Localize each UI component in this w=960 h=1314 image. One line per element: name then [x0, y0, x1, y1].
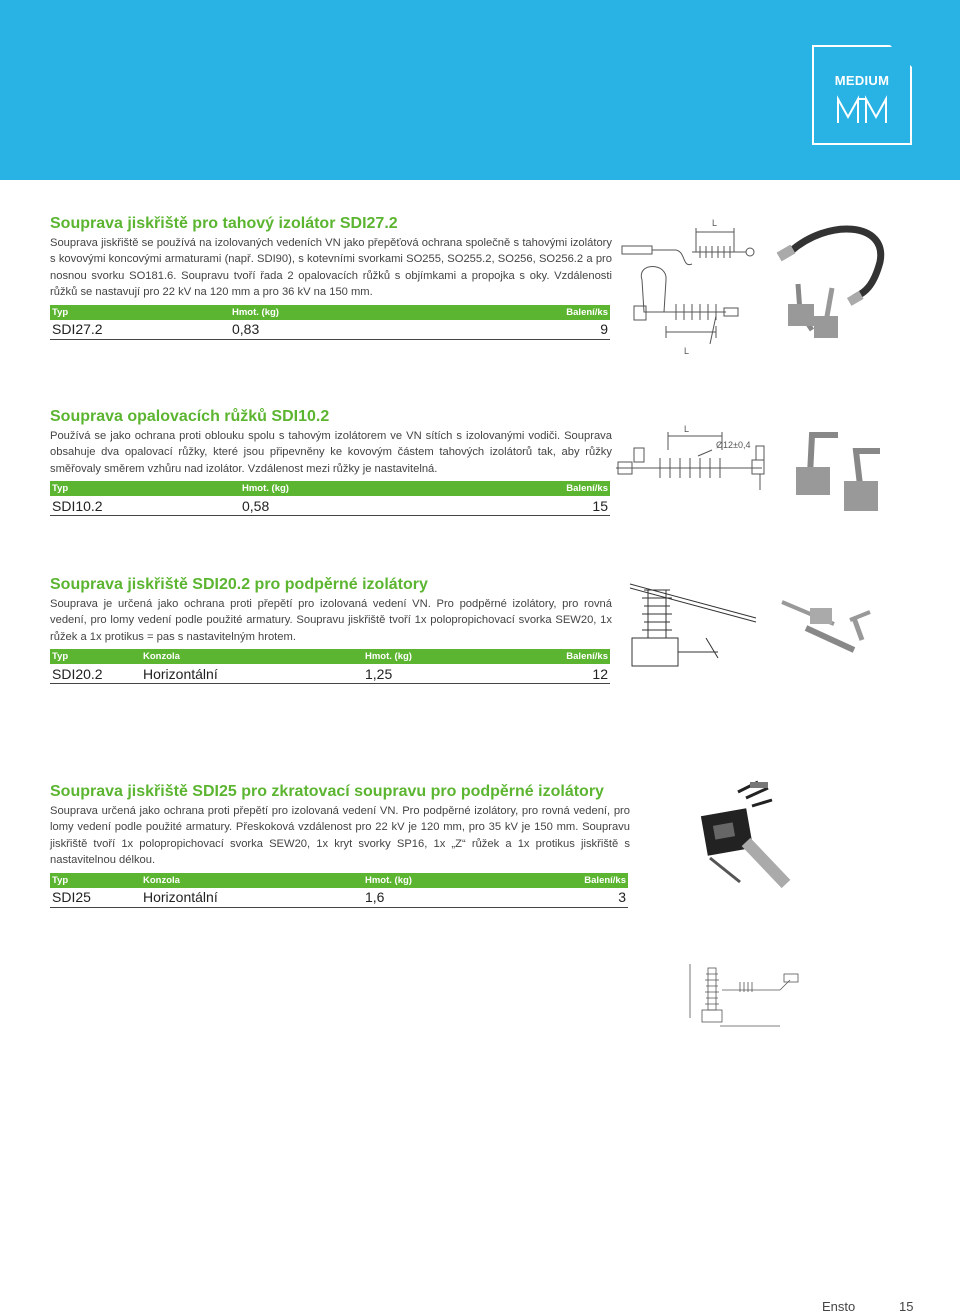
- col-header-pack: Balení/ks: [430, 305, 610, 320]
- table-header-row: [50, 481, 610, 496]
- section-description: Souprava určená jako ochrana proti přepětí pro izolovaná vedení VN. Pro podpěrné izolátory, pro rovná vedení, pro lomy vedení podle použité armatury. Přeskoková vzdálenost pro 22 kV je 120 mm, pro 35 kV je 150 mm. Soupravu jiskřiště tvoří 1x polopropichovací svorka SEW20, 1x kryt svorky SP16, 1x „Z“ růžek a 1x protikus jiskřiště s nastavitelnou délkou.: [50, 805, 630, 867]
- spec-table: [50, 649, 610, 684]
- table-row: [50, 496, 610, 516]
- col-header-type: Typ: [50, 481, 240, 496]
- dim-label-length: L: [684, 424, 690, 434]
- col-header-bracket: Konzola: [141, 873, 363, 888]
- product-photo-sdi10-2: [790, 415, 910, 530]
- spec-table: [50, 481, 610, 516]
- table-row: [50, 888, 628, 908]
- cell-weight: 0,83: [230, 320, 430, 340]
- col-header-pack: Balení/ks: [430, 481, 610, 496]
- col-header-type: Typ: [50, 873, 141, 888]
- dim-label-diameter: Ø12±0,4: [716, 440, 751, 450]
- section-sdi20-2: [50, 575, 612, 684]
- section-title: Souprava jiskřiště SDI20.2 pro podpěrné izolátory: [50, 576, 428, 593]
- dim-label-bottom: L: [684, 346, 690, 356]
- footer-brand: Ensto: [822, 1299, 856, 1314]
- technical-drawing-sdi20-2: [626, 576, 760, 672]
- col-header-type: Typ: [50, 649, 141, 664]
- cell-type: SDI20.2: [50, 664, 141, 684]
- cell-weight: 1,6: [363, 888, 513, 908]
- cell-pack: 12: [513, 664, 610, 684]
- cell-bracket: Horizontální: [141, 888, 363, 908]
- col-header-pack: Balení/ks: [513, 873, 628, 888]
- col-header-pack: Balení/ks: [513, 649, 610, 664]
- section-description: Souprava je určená jako ochrana proti přepětí pro izolovaná vedení VN. Pro podpěrné izolátory, pro rovná vedení, pro lomy vedení podle použité armatury. Soupravu jiskřiště tvoří 1x polopropichovací svorka SEW20, 1x růžek a 1x protikus = pas s nastavitelným hrotem.: [50, 598, 612, 643]
- product-photo-sdi25: [690, 772, 810, 922]
- section-sdi25: [50, 782, 630, 908]
- medium-voltage-icon: [836, 95, 892, 125]
- col-header-weight: Hmot. (kg): [230, 305, 430, 320]
- spec-table: [50, 873, 628, 908]
- cell-weight: 1,25: [363, 664, 513, 684]
- cell-type: SDI25: [50, 888, 141, 908]
- technical-drawing-sdi10-2: [612, 420, 780, 500]
- section-title: Souprava jiskřiště pro tahový izolátor SDI27.2: [50, 215, 398, 232]
- section-description: Používá se jako ochrana proti oblouku spolu s tahovým izolátorem ve VN sítích s izolovanými vodiči. Souprava obsahuje dva opalovací růžky, které jsou připevněny ke kovovým částem tahových izolátorů tak, aby růžky směřovaly směrem vzhůru nad izolátor. Vzdálenost mezi růžky je nastavitelná.: [50, 430, 612, 475]
- section-description: Souprava jiskřiště se používá na izolovaných vedeních VN jako přepěťová ochrana společně s tahovými izolátory s kovovými koncovými armaturami (např. SDI90), s kotevními svorkami SO255, SO255.2, SO256, SO256.2 a pro nosnou svorku SO181.6. Soupravu tvoří řada 2 opalovacích růžků s objímkami a propojka s oky. Vzdálenosti růžků se nastavují pro 22 kV na 120 mm a pro 36 kV na 150 mm.: [50, 237, 612, 299]
- cell-pack: 9: [430, 320, 610, 340]
- cell-type: SDI27.2: [50, 320, 230, 340]
- product-photo-sdi27-2: [768, 212, 908, 362]
- product-photo-sdi20-2: [770, 580, 900, 690]
- technical-drawing-sdi25: [680, 960, 808, 1032]
- section-title: Souprava opalovacích růžků SDI10.2: [50, 408, 330, 425]
- dim-label-top: L: [712, 218, 718, 228]
- table-header-row: [50, 873, 628, 888]
- table-header-row: [50, 649, 610, 664]
- col-header-weight: Hmot. (kg): [363, 873, 513, 888]
- table-row: [50, 320, 610, 340]
- technical-drawing-sdi27-2: [616, 212, 760, 362]
- section-sdi27-2: [50, 214, 612, 340]
- spec-table: [50, 305, 610, 340]
- table-row: [50, 664, 610, 684]
- cell-weight: 0,58: [240, 496, 430, 516]
- table-header-row: [50, 305, 610, 320]
- section-sdi10-2: [50, 407, 612, 516]
- medium-badge: [812, 45, 912, 145]
- section-title: Souprava jiskřiště SDI25 pro zkratovací soupravu pro podpěrné izolátory: [50, 783, 604, 800]
- medium-label: MEDIUM: [834, 73, 890, 88]
- col-header-bracket: Konzola: [141, 649, 363, 664]
- col-header-weight: Hmot. (kg): [363, 649, 513, 664]
- cell-type: SDI10.2: [50, 496, 240, 516]
- cell-pack: 3: [513, 888, 628, 908]
- col-header-type: Typ: [50, 305, 230, 320]
- cell-bracket: Horizontální: [141, 664, 363, 684]
- badge-fold: [890, 45, 912, 67]
- header-band: [0, 0, 960, 180]
- page-number: 15: [899, 1299, 914, 1314]
- col-header-weight: Hmot. (kg): [240, 481, 430, 496]
- cell-pack: 15: [430, 496, 610, 516]
